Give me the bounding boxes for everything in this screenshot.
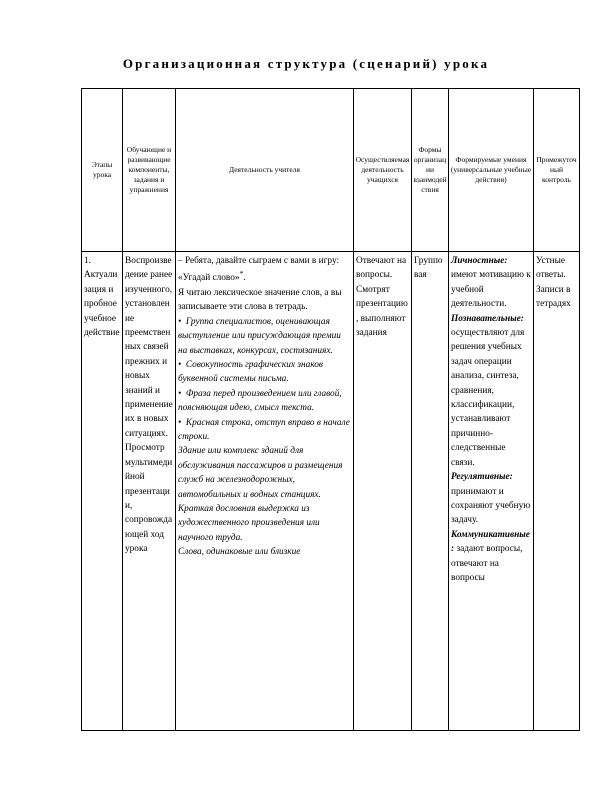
teacher-bullet: • Группа специалистов, оценивающая выступление или присуждающая премии на выставках, конкурсах, состязаниях. (178, 316, 341, 356)
header-stages: Этапы урока (82, 89, 123, 252)
skill-personal: Личностные: имеют мотивацию к учебной деятельности. (451, 256, 531, 310)
cell-students: Отвечают на вопросы. Смотрят презентацию, выполняют задания (354, 252, 412, 731)
teacher-tail-item: Здание или комплекс зданий для обслуживания пассажиров и размещения служб на железнодорожных, автомобильных и водных станциях. (178, 446, 343, 500)
header-forms: Формы организации взаимодействия (412, 89, 449, 252)
cell-forms: Групповая (412, 252, 449, 731)
table-header-row (82, 89, 580, 252)
teacher-bullet: • Красная строка, отступ вправо в начале строки. (178, 417, 350, 442)
cell-teacher: – Ребята, давайте сыграем с вами в игру: «Угадай слово»*. Я читаю лексическое значение слов, а вы записываете эти слова в тетрадь. • Группа специалистов, оценивающая выступление или присуждающая премии на выставках, конкурсах, состязаниях. • Совокупность графических знаков буквенной системы письма. • Фраза перед произведением или главой, поясняющая идею, смысл текста. • Красная строка, отступ вправо в начале строки. Здание или комплекс зданий для обслуживания пассажиров и размещения служб на железнодорожных, автомобильных и водных станциях. Краткая дословная выдержка из художественного произведения или научного труда. Слова, одинаковые или близкие (176, 252, 354, 731)
lesson-structure-table (81, 88, 580, 731)
teacher-bullet: • Совокупность графических знаков буквенной системы письма. (178, 359, 323, 385)
header-skills: Формируемые умения (универсальные учебные действия) (449, 89, 534, 252)
teacher-intro2: Я читаю лексическое значение слов, а вы записываете эти слова в тетрадь. (178, 287, 342, 313)
cell-content: Воспроизведение ранее изученного, установление преемственных связей прежних и новых знаний и применение их в новых ситуациях. Просмотр мультимедийной презентации, сопровождающей ход урока (123, 252, 176, 731)
header-control: Промежуточный контроль (534, 89, 580, 252)
cell-control: Устные ответы. Записи в тетрадях (534, 252, 580, 731)
header-teacher: Деятельность учителя (176, 89, 354, 252)
teacher-tail-item: Краткая дословная выдержка из художественного произведения или научного труда. (178, 504, 320, 543)
table-row (82, 252, 580, 731)
teacher-bullet: • Фраза перед произведением или главой, поясняющая идею, смысл текста. (178, 388, 342, 414)
page-title: Организационная структура (сценарий) урока (122, 56, 490, 71)
cell-skills (449, 252, 534, 731)
header-students: Осуществляемая деятельность учащихся (354, 89, 412, 252)
skill-communicative: Коммуникативные: задают вопросы, отвечают на вопросы (451, 529, 530, 583)
header-content: Обучающие и развивающие компоненты, задания и упражнения (123, 89, 176, 252)
teacher-intro: – Ребята, давайте сыграем с вами в игру: «Угадай слово» (178, 256, 340, 284)
teacher-intro-mark: * (239, 269, 244, 279)
skill-cognitive: Познавательные: осуществляют для решения учебных задач операции анализа, синтеза, сравнения, классификации, устанавливают причинно-следственные связи. (451, 313, 525, 468)
cell-stage: 1. Актуализация и пробное учебное действие (82, 252, 123, 731)
skill-regulatory: Регулятивные: принимают и сохраняют учебную задачу. (451, 472, 531, 526)
teacher-tail-item: Слова, одинаковые или близкие (178, 547, 301, 558)
